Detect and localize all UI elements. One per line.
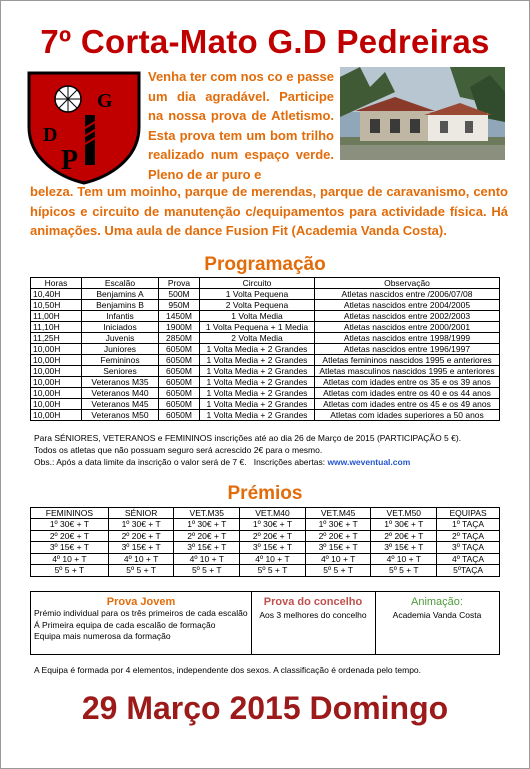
- programacao-cell: 10,40H: [31, 289, 82, 300]
- premios-cell: 3º 15€ + T: [174, 542, 240, 554]
- premios-cell: 3º 15€ + T: [305, 542, 371, 554]
- prova-jovem-line: Prémio individual para os três primeiros de cada escalão: [34, 608, 248, 618]
- premios-cell: 4º 10 + T: [371, 553, 437, 565]
- registration-note: Para SÉNIORES, VETERANOS e FEMININOS inscrições até ao dia 26 de Março de 2015 (PARTICIPAÇÃO 5 €).: [34, 433, 462, 443]
- registration-link[interactable]: www.weventual.com: [327, 457, 411, 467]
- premios-cell: 1º 30€ + T: [240, 519, 306, 531]
- premios-cell: 2º TAÇA: [437, 530, 500, 542]
- prova-concelho-heading: Prova do concelho: [263, 596, 363, 608]
- premios-cell: 4º 10 + T: [108, 553, 174, 565]
- premios-cell: 5º 5 + T: [240, 565, 306, 577]
- premios-cell: 2º 20€ + T: [31, 530, 109, 542]
- premios-cell: 2º 20€ + T: [371, 530, 437, 542]
- premios-cell: 4º 10 + T: [240, 553, 306, 565]
- premios-cell: 3º 15€ + T: [108, 542, 174, 554]
- premios-cell: 1º 30€ + T: [305, 519, 371, 531]
- programacao-cell: Atletas com idades entre os 35 e os 39 anos: [315, 377, 500, 388]
- intro-text-top: Venha ter com nos co e passe um dia agradável. Participe na nossa prova de Atletismo. Esta prova tem um bom trilho realizado num espaço verde. Pleno de ar puro e: [148, 69, 334, 182]
- programacao-cell: Benjamins A: [82, 289, 159, 300]
- programacao-cell: 6050M: [159, 377, 200, 388]
- programacao-cell: 11,25H: [31, 333, 82, 344]
- programacao-cell: Benjamins B: [82, 300, 159, 311]
- programacao-row: [31, 289, 500, 300]
- prova-jovem-line: Equipa mais numerosa da formação: [34, 631, 171, 641]
- programacao-cell: Veteranos M35: [82, 377, 159, 388]
- animacao-box: [375, 592, 499, 654]
- clubhouse-photo: [340, 67, 505, 160]
- premios-cell: 3º TAÇA: [437, 542, 500, 554]
- premios-cell: 2º 20€ + T: [108, 530, 174, 542]
- programacao-cell: 1900M: [159, 322, 200, 333]
- premios-cell: 1º 30€ + T: [108, 519, 174, 531]
- programacao-row: [31, 355, 500, 366]
- premios-cell: 1º 30€ + T: [31, 519, 109, 531]
- programacao-cell: 11,00H: [31, 311, 82, 322]
- programacao-cell: 6050M: [159, 344, 200, 355]
- programacao-cell: Atletas masculinos nascidos 1995 e anteriores: [315, 366, 500, 377]
- premios-cell: 2º 20€ + T: [305, 530, 371, 542]
- premios-cell: 4º 10 + T: [174, 553, 240, 565]
- programacao-cell: Juvenis: [82, 333, 159, 344]
- prova-jovem-line: Á Primeira equipa de cada escalão de formação: [34, 619, 216, 630]
- premios-cell: 2º 20€ + T: [174, 530, 240, 542]
- programacao-row: [31, 388, 500, 399]
- col-header: SÉNIOR: [108, 508, 174, 519]
- programacao-row: [31, 300, 500, 311]
- premios-header-row: [31, 508, 500, 519]
- programacao-cell: 2 Volta Pequena: [200, 300, 315, 311]
- premios-cell: 5ºTAÇA: [437, 565, 500, 577]
- programacao-cell: 10,00H: [31, 410, 82, 421]
- prova-jovem-heading: Prova Jovem: [106, 596, 176, 608]
- premios-row: [31, 519, 500, 531]
- programacao-cell: 1 Volta Media + 2 Grandes: [200, 399, 315, 410]
- event-date: 29 Março 2015 Domingo: [81, 690, 449, 726]
- col-header: Observação: [315, 278, 500, 289]
- programacao-cell: Atletas nascidos entre 2002/2003: [315, 311, 500, 322]
- col-header: EQUIPAS: [437, 508, 500, 519]
- programacao-cell: Atletas com idades entre os 40 e os 44 anos: [315, 388, 500, 399]
- crest-letter-d: D: [43, 124, 58, 146]
- programacao-cell: Atletas nascidos entre /2006/07/08: [315, 289, 500, 300]
- programacao-cell: Veteranos M40: [82, 388, 159, 399]
- programacao-cell: 10,00H: [31, 377, 82, 388]
- col-header: Horas: [31, 278, 82, 289]
- intro-text-bottom: beleza. Tem um moinho, parque de merendas, parque de caravanismo, cento hípicos e circuito de manutenção c/equipamentos para actividade física. Há animações. Uma aula de dance Fusion Fit (Academia Vanda Costa).: [30, 184, 508, 238]
- premios-cell: 1º 30€ + T: [371, 519, 437, 531]
- programacao-cell: Atletas nascidos entre 2000/2001: [315, 322, 500, 333]
- late-fee-note: [34, 457, 410, 469]
- programacao-cell: 1450M: [159, 311, 200, 322]
- extra-prizes-box: [30, 591, 500, 655]
- premios-heading: Prémios: [227, 483, 303, 504]
- premios-row: [31, 530, 500, 542]
- programacao-cell: 1 Volta Media + 2 Grandes: [200, 377, 315, 388]
- premios-row: [31, 553, 500, 565]
- programacao-row: [31, 311, 500, 322]
- programacao-cell: 10,00H: [31, 366, 82, 377]
- premios-cell: 5º 5 + T: [174, 565, 240, 577]
- programacao-cell: Atletas nascidos entre 1996/1997: [315, 344, 500, 355]
- programacao-cell: 1 Volta Pequena + 1 Media: [200, 322, 315, 333]
- programacao-row: [31, 322, 500, 333]
- programacao-cell: Atletas com idades superiores a 50 anos: [315, 410, 500, 421]
- programacao-cell: 6050M: [159, 399, 200, 410]
- premios-cell: 5º 5 + T: [31, 565, 109, 577]
- programacao-cell: 1 Volta Media + 2 Grandes: [200, 344, 315, 355]
- programacao-row: [31, 377, 500, 388]
- programacao-row: [31, 410, 500, 421]
- programacao-cell: Atletas nascidos entre 2004/2005: [315, 300, 500, 311]
- premios-cell: 3º 15€ + T: [371, 542, 437, 554]
- programacao-cell: 1 Volta Media + 2 Grandes: [200, 366, 315, 377]
- programacao-cell: 1 Volta Pequena: [200, 289, 315, 300]
- premios-cell: 5º 5 + T: [371, 565, 437, 577]
- premios-cell: 2º 20€ + T: [240, 530, 306, 542]
- col-header: VET.M35: [174, 508, 240, 519]
- premios-row: [31, 565, 500, 577]
- programacao-cell: 1 Volta Media + 2 Grandes: [200, 388, 315, 399]
- prova-concelho-box: [251, 592, 376, 654]
- programacao-table: [30, 277, 500, 421]
- premios-cell: 4º 10 + T: [305, 553, 371, 565]
- programacao-cell: 10,00H: [31, 399, 82, 410]
- club-crest-logo: [25, 69, 143, 185]
- programacao-cell: 1 Volta Media + 2 Grandes: [200, 410, 315, 421]
- team-rules-note: A Equipa é formada por 4 elementos, independente dos sexos. A classificação é ordenada pelo tempo.: [34, 665, 422, 675]
- animacao-line: Academia Vanda Costa: [392, 610, 482, 620]
- programacao-row: [31, 399, 500, 410]
- col-header: Prova: [159, 278, 200, 289]
- programacao-cell: 6050M: [159, 410, 200, 421]
- premios-cell: 4º TAÇA: [437, 553, 500, 565]
- col-header: FEMININOS: [31, 508, 109, 519]
- programacao-cell: Seniores: [82, 366, 159, 377]
- programacao-cell: Iniciados: [82, 322, 159, 333]
- crest-letter-p: P: [61, 145, 79, 176]
- premios-cell: 5º 5 + T: [305, 565, 371, 577]
- programacao-row: [31, 344, 500, 355]
- premios-cell: 1º TAÇA: [437, 519, 500, 531]
- col-header: VET.M45: [305, 508, 371, 519]
- programacao-cell: Juniores: [82, 344, 159, 355]
- premios-cell: 3º 15€ + T: [240, 542, 306, 554]
- col-header: VET.M50: [371, 508, 437, 519]
- programacao-cell: Veteranos M50: [82, 410, 159, 421]
- prova-concelho-line: Aos 3 melhores do concelho: [259, 610, 367, 620]
- programacao-cell: 1 Volta Media: [200, 311, 315, 322]
- programacao-cell: 10,50H: [31, 300, 82, 311]
- animacao-heading: Animação:: [411, 596, 463, 608]
- programacao-cell: 10,00H: [31, 388, 82, 399]
- programacao-cell: Femininos: [82, 355, 159, 366]
- programacao-cell: 2 Volta Media: [200, 333, 315, 344]
- premios-cell: 3º 15€ + T: [31, 542, 109, 554]
- programacao-cell: 6050M: [159, 355, 200, 366]
- programacao-cell: Infantis: [82, 311, 159, 322]
- programacao-cell: 2850M: [159, 333, 200, 344]
- programacao-cell: Atletas com idades entre os 45 e os 49 anos: [315, 399, 500, 410]
- programacao-heading: Programação: [204, 254, 326, 275]
- programacao-cell: Atletas femininos nascidos 1995 e anteriores: [315, 355, 500, 366]
- premios-row: [31, 542, 500, 554]
- programacao-cell: 500M: [159, 289, 200, 300]
- programacao-cell: 950M: [159, 300, 200, 311]
- premios-cell: 5º 5 + T: [108, 565, 174, 577]
- programacao-cell: Veteranos M45: [82, 399, 159, 410]
- registration-open-label: Inscrições abertas:: [253, 457, 326, 467]
- crest-letter-g: G: [97, 90, 113, 112]
- programacao-cell: 6050M: [159, 366, 200, 377]
- poster-title: 7º Corta-Mato G.D Pedreiras: [40, 23, 490, 60]
- programacao-row: [31, 366, 500, 377]
- late-fee-text: Obs.: Após a data limite da inscrição o valor será de 7 €.: [34, 457, 247, 467]
- premios-cell: 1º 30€ + T: [174, 519, 240, 531]
- col-header: VET.M40: [240, 508, 306, 519]
- premios-table: [30, 507, 500, 577]
- programacao-row: [31, 333, 500, 344]
- premios-cell: 4º 10 + T: [31, 553, 109, 565]
- programacao-cell: 11,10H: [31, 322, 82, 333]
- programacao-header-row: [31, 278, 500, 289]
- programacao-cell: 10,00H: [31, 344, 82, 355]
- insurance-note: Todos os atletas que não possuam seguro será acrescido 2€ para o mesmo.: [34, 445, 323, 455]
- col-header: Escalão: [82, 278, 159, 289]
- col-header: Circuito: [200, 278, 315, 289]
- programacao-cell: Atletas nascidos entre 1998/1999: [315, 333, 500, 344]
- prova-jovem-box: [31, 592, 252, 654]
- programacao-cell: 1 Volta Media + 2 Grandes: [200, 355, 315, 366]
- programacao-cell: 10,00H: [31, 355, 82, 366]
- programacao-cell: 6050M: [159, 388, 200, 399]
